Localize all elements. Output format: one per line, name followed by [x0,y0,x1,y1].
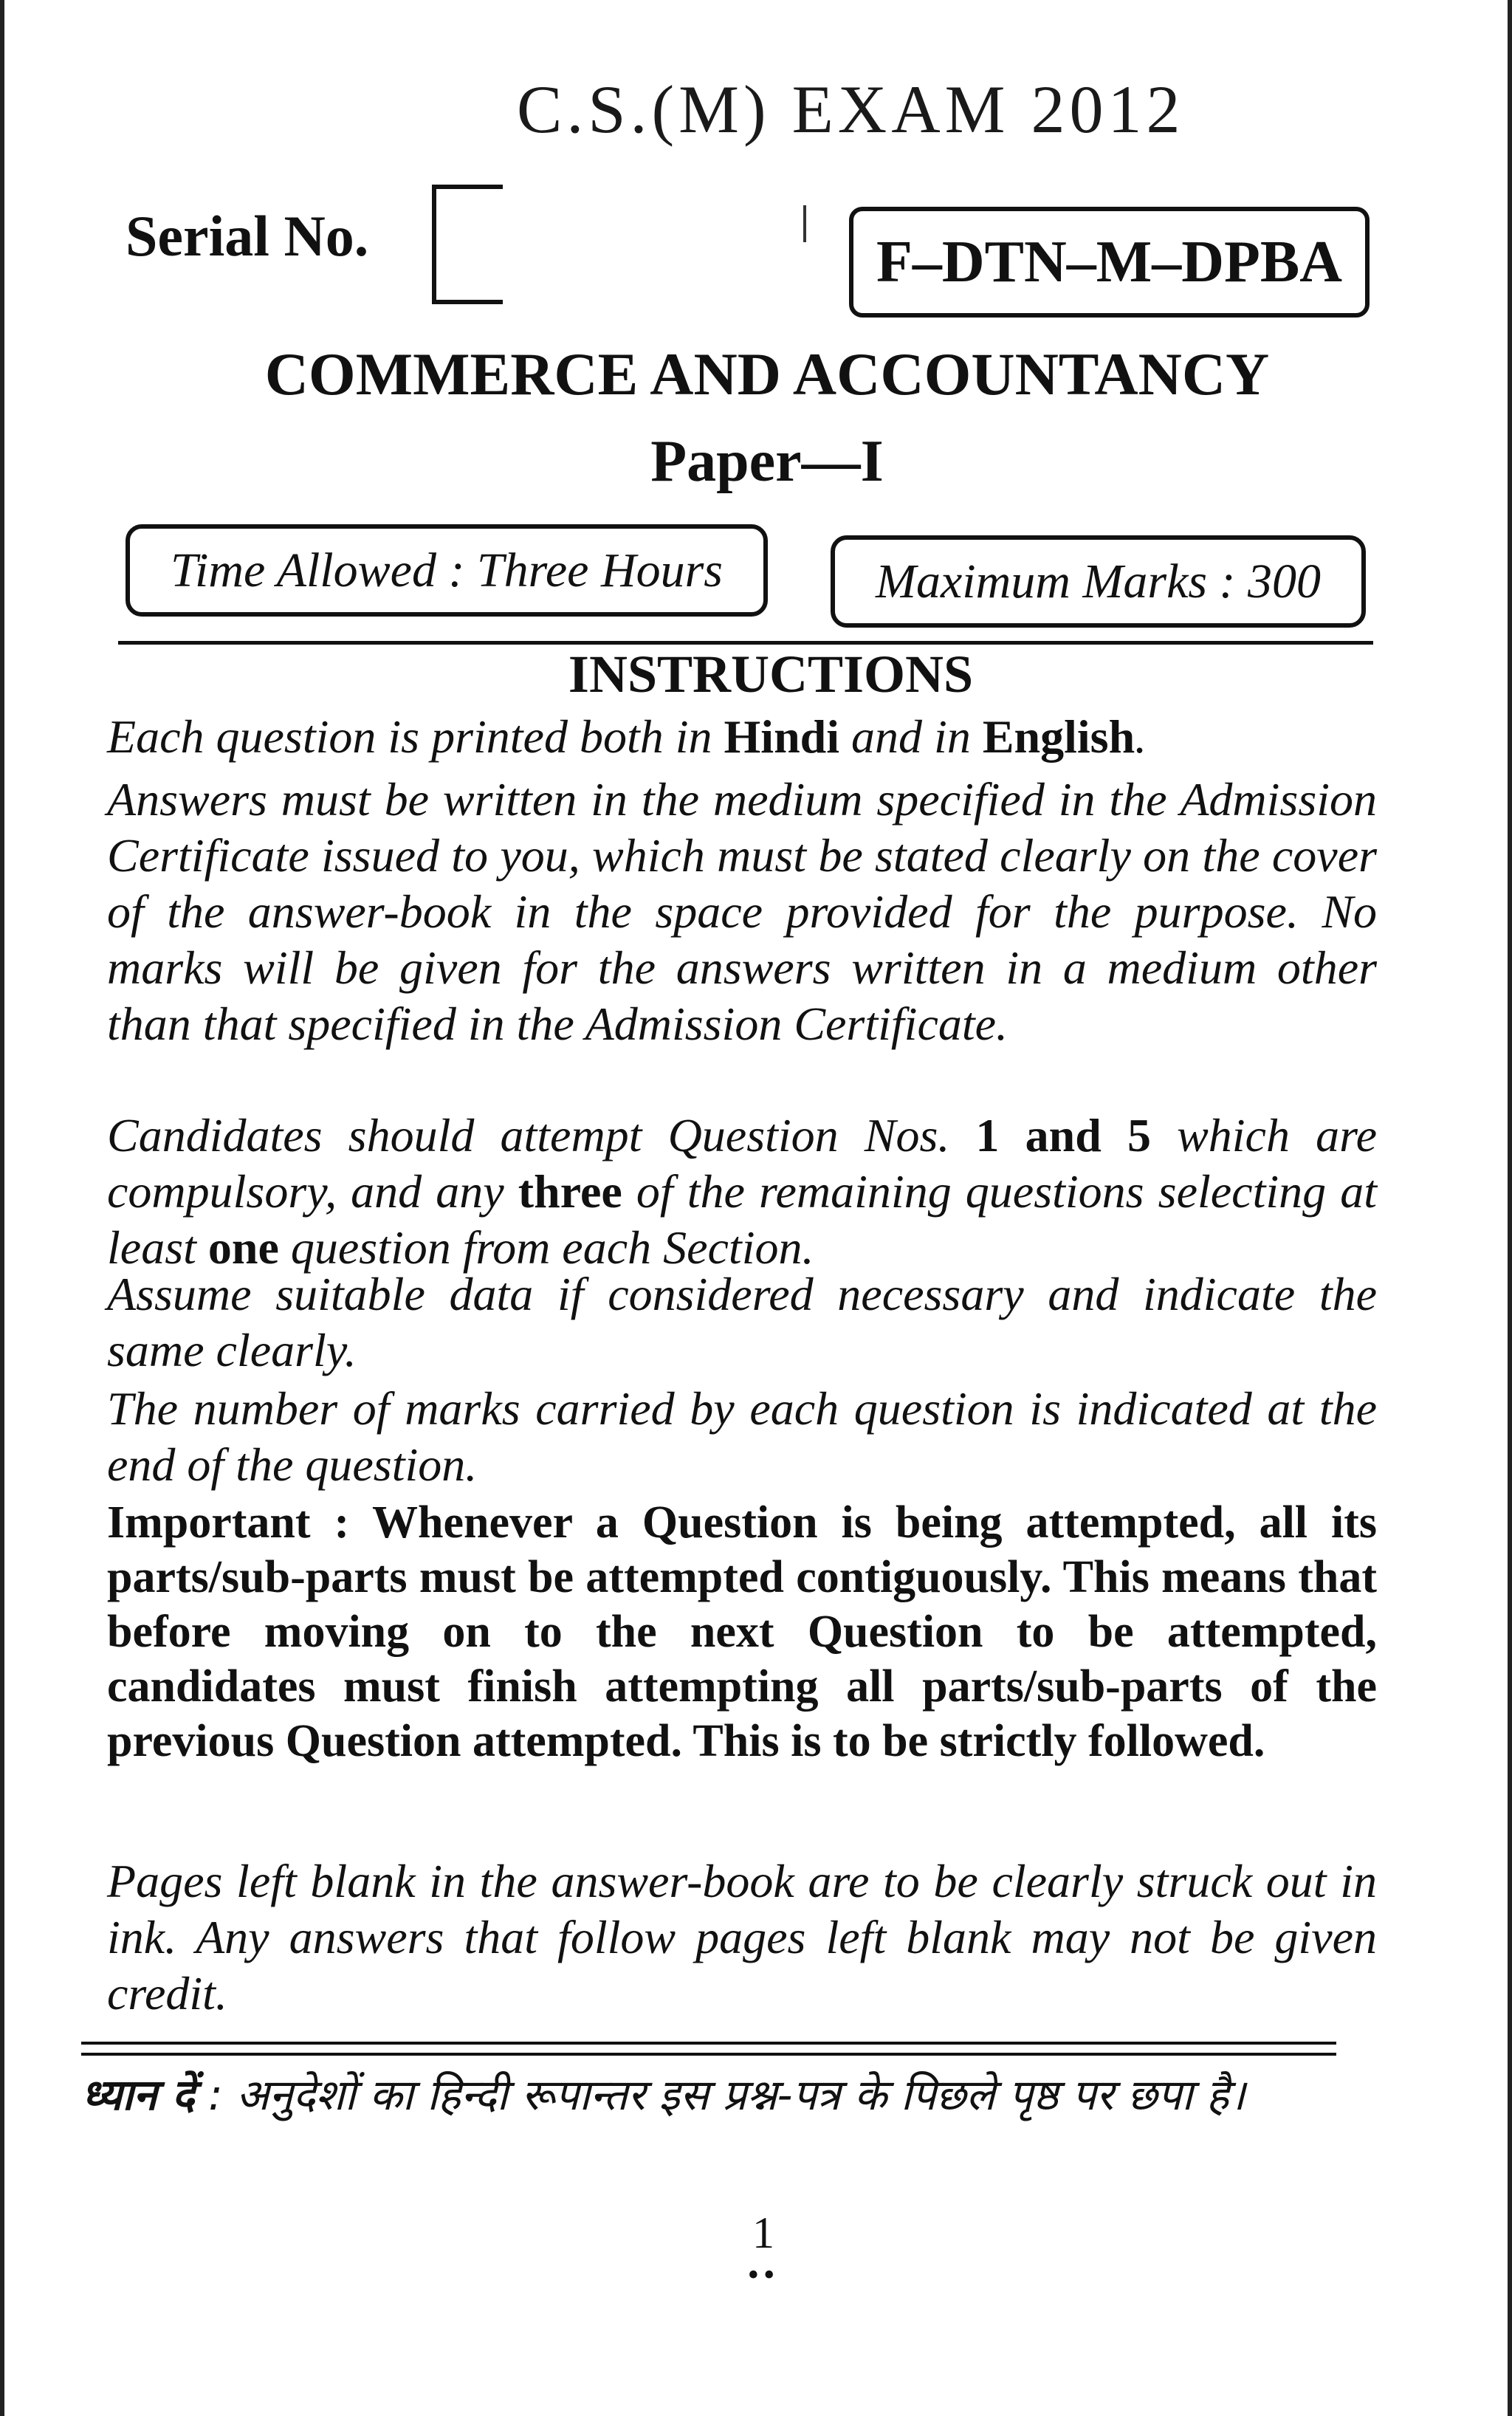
subject-title: COMMERCE AND ACCOUNTANCY [264,340,1270,408]
paper-code: F–DTN–M–DPBA [876,229,1343,295]
serial-number-box [432,185,503,304]
time-allowed: Time Allowed : Three Hours [170,543,723,597]
bottom-divider-second [81,2053,1336,2056]
instruction-blank-pages: Pages left blank in the answer-book are to be clearly struck out in ink. Any answers that follow pages left blank may not be given credit. [107,1855,1377,2019]
paper-title: Paper—I [650,429,884,494]
page-dots: •• [747,2257,780,2293]
time-allowed-box [126,524,768,617]
instruction-marks: The number of marks carried by each question is indicated at the end of the question. [107,1382,1377,1491]
divider-mark [803,205,806,242]
instruction-questions: Candidates should attempt Question Nos. 1 and 5 which are compulsory, and any three of the remaining questions selecting at least one question from each Section. [107,1109,1378,1274]
exam-header-stamp: C.S.(M) EXAM 2012 [517,72,1185,147]
serial-number-label: Serial No. [126,204,369,268]
paper-code-box [849,207,1370,318]
instruction-important: Important : Whenever a Question is being attempted, all its parts/sub-parts must be attempted contiguously. This means that before moving on to the next Question to be attempted, candidates must finish attempting all parts/sub-parts of the previous Question attempted. This is to be strictly followed. [107,1497,1377,1766]
page-number: 1 [752,2209,774,2257]
bottom-divider [81,2042,1336,2045]
hindi-note: ध्यान दें : अनुदेशों का हिन्दी रूपान्तर इस प्रश्न-पत्र के पिछले पृष्ठ पर छपा है। [81,2070,1245,2120]
maximum-marks: Maximum Marks : 300 [875,554,1322,608]
instruction-assume-data: Assume suitable data if considered necessary and indicate the same clearly. [107,1268,1377,1376]
instructions-heading: INSTRUCTIONS [568,645,974,704]
instruction-language: Each question is printed both in Hindi and in English. [107,710,1147,763]
maximum-marks-box [831,535,1366,628]
instruction-medium: Answers must be written in the medium specified in the Admission Certificate issued to you, which must be stated clearly on the cover of the answer-book in the space provided for the purpose. No marks will be given for the answers written in a medium other than that specified in the Admission Certificate. [107,773,1377,1050]
